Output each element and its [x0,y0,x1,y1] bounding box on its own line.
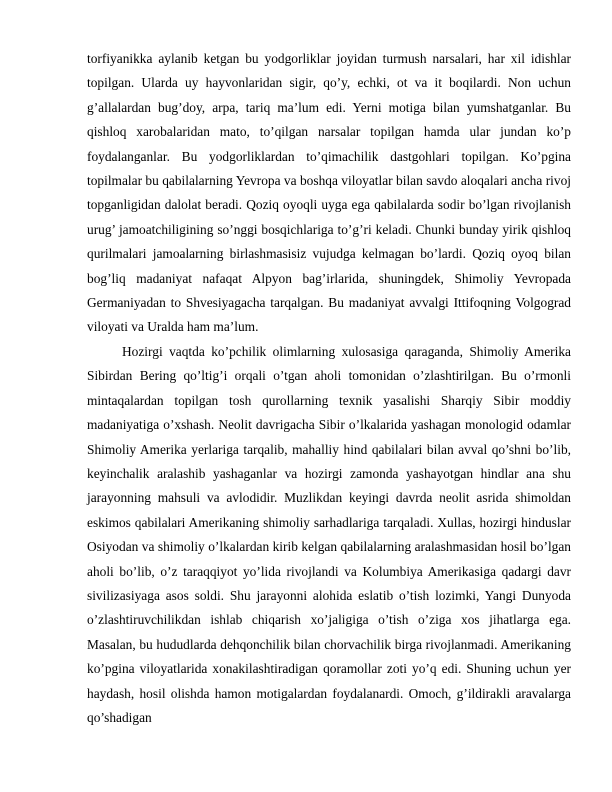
document-page [87,47,571,730]
paragraph-1: torfiyanikka aylanib ketgan bu yodgorliklar joyidan turmush narsalari, har xil idishlar topilgan. Ularda uy hayvonlaridan sigir, qo’y, echki, ot va it boqilardi. Non uchun g’allalardan bug’doy, arpa, tariq ma’lum edi. Yerni motiga bilan yumshatganlar. Bu qishloq xarobalaridan mato, to’qilgan narsalar topilgan hamda ular jundan ko’p foydalanganlar. Bu yodgorliklardan to’qimachilik dastgohlari topilgan. Ko’pgina topilmalar bu qabilalarning Yevropa va boshqa viloyatlar bilan savdo aloqalari ancha rivoj topganligidan dalolat beradi. Qoziq oyoqli uyga ega qabilalarda sodir bo’lgan rivojlanish urug’ jamoatchiligining so’nggi bosqichlariga to’g’ri keladi. Chunki bunday yirik qishloq qurilmalari jamoalarning birlashmasisiz vujudga kelmagan bo’lardi. Qoziq oyoq bilan bog’liq madaniyat nafaqat Alpyon bag’irlarida, shuningdek, Shimoliy Yevropada Germaniyadan to Shvesiyagacha tarqalgan. Bu madaniyat avvalgi Ittifoqning Volgograd viloyati va Uralda ham ma’lum. [87,51,571,335]
paragraph-2: Hozirgi vaqtda ko’pchilik olimlarning xulosasiga qaraganda, Shimoliy Amerika Sibirdan Bering qo’ltig’i orqali o’tgan aholi tomonidan o’zlashtirilgan. Bu o’rmonli mintaqalardan topilgan tosh qurollarning texnik yasalishi Sharqiy Sibir moddiy madaniyatiga o’xshash. Neolit davrigacha Sibir o’lkalarida yashagan monologid odamlar Shimoliy Amerika yerlariga tarqalib, mahalliy hind qabilalari bilan avval qo’shni bo’lib, keyinchalik aralashib yashaganlar va hozirgi zamonda yashayotgan hindlar ana shu jarayonning mahsuli va avlodidir. Muzlikdan keyingi davrda neolit asrida shimoldan eskimos qabilalari Amerikaning shimoliy sarhadlariga tarqaladi. Xullas, hozirgi hinduslar Osiyodan va shimoliy o’lkalardan kirib kelgan qabilalarning aralashmasidan hosil bo’lgan aholi bo’lib, o’z taraqqiyot yo’lida rivojlandi va Kolumbiya Amerikasiga qadargi davr sivilizasiyaga asos soldi. Shu jarayonni alohida eslatib o’tish lozimki, Yangi Dunyoda o’zlashtiruvchilikdan ishlab chiqarish xo’jaligiga o’tish o’ziga xos jihatlarga ega. Masalan, bu hududlarda dehqonchilik bilan chorvachilik birga rivojlanmadi. Amerikaning ko’pgina viloyatlarida xonakilashtiradigan qoramollar zoti yo’q edi. Shuning uchun yer haydash, hosil olishda hamon motigalardan foydalanardi. Omoch, g’ildirakli aravalarga qo’shadigan [87,343,571,725]
